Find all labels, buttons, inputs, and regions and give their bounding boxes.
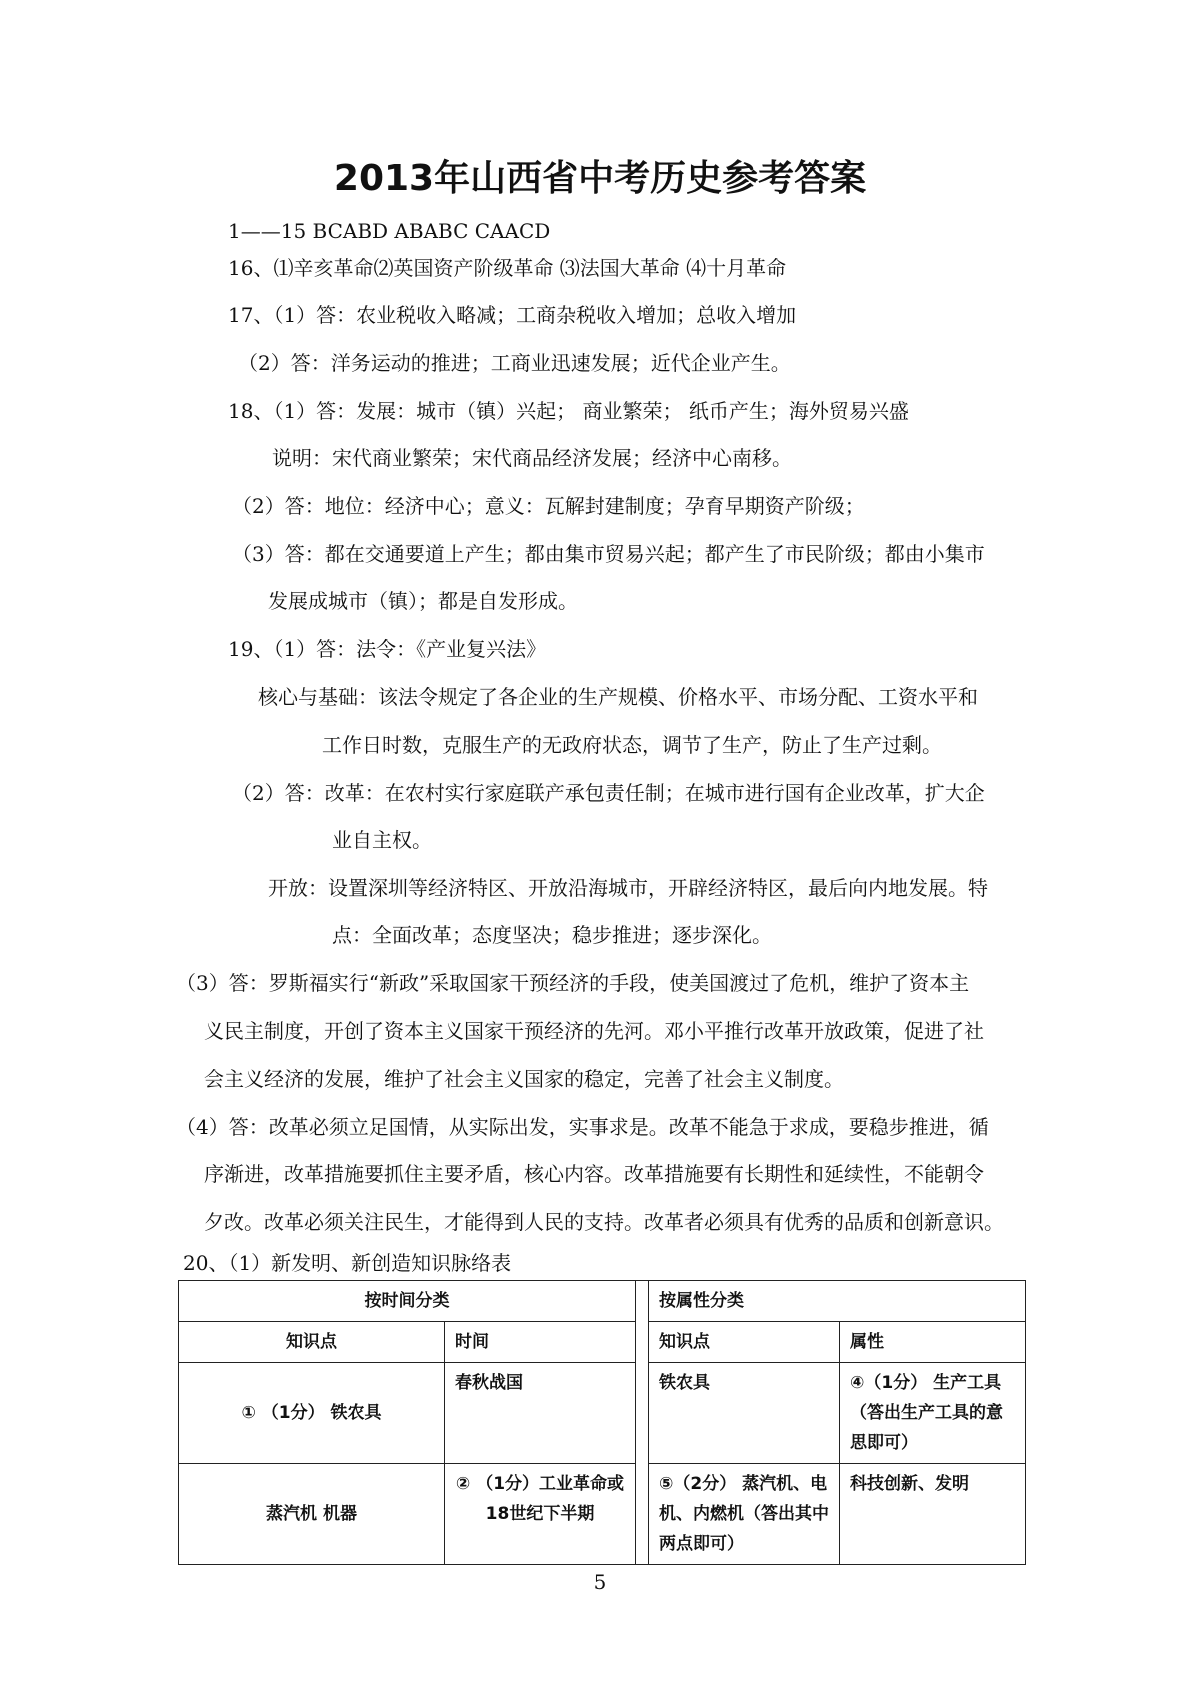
answer-19-3-cont2: 会主义经济的发展，维护了社会主义国家的稳定，完善了社会主义制度。 — [204, 1067, 844, 1091]
page-title: 2013年山西省中考历史参考答案 — [333, 158, 867, 199]
answer-18-3-cont: 发展成城市（镇）；都是自发形成。 — [268, 589, 578, 613]
answer-20-1: 20、（1）新发明、新创造知识脉络表 — [183, 1251, 512, 1275]
header-attribute: 属性 — [840, 1322, 1026, 1363]
header-knowledge-2: 知识点 — [649, 1322, 840, 1363]
answers-1-15: 1——15 BCABD ABABC CAACD — [228, 219, 551, 243]
knowledge-table — [178, 1280, 1026, 1565]
answer-16: 16、⑴辛亥革命⑵英国资产阶级革命 ⑶法国大革命 ⑷十月革命 — [228, 256, 787, 280]
group-attr-header: 按属性分类 — [649, 1281, 1026, 1322]
answer-19-4: （4）答：改革必须立足国情，从实际出发，实事求是。改革不能急于求成，要稳步推进，循 — [176, 1115, 989, 1139]
header-time: 时间 — [445, 1322, 636, 1363]
answer-19-3-cont1: 义民主制度，开创了资本主义国家干预经济的先河。邓小平推行改革开放政策，促进了社 — [204, 1019, 984, 1043]
answer-19-1: 19、（1）答：法令：《产业复兴法》 — [228, 637, 547, 661]
table-cell: ① （1分） 铁农具 — [179, 1363, 445, 1464]
group-time-header: 按时间分类 — [179, 1281, 636, 1322]
table-cell: 科技创新、发明 — [840, 1464, 1026, 1565]
table-row — [179, 1363, 1026, 1464]
table-cell: ⑤（2分） 蒸汽机、电机、内燃机（答出其中两点即可） — [649, 1464, 840, 1565]
answer-17-1: 17、（1）答：农业税收入略减；工商杂税收入增加；总收入增加 — [228, 303, 797, 327]
table-row — [179, 1464, 1026, 1565]
table-cell: 蒸汽机 机器 — [179, 1464, 445, 1565]
table-cell: ④（1分） 生产工具（答出生产工具的意思即可） — [840, 1363, 1026, 1464]
answer-19-1-core: 核心与基础：该法令规定了各企业的生产规模、价格水平、市场分配、工资水平和 — [258, 685, 978, 709]
page-number: 5 — [593, 1570, 607, 1594]
answer-18-1: 18、（1）答：发展：城市（镇）兴起； 商业繁荣； 纸币产生；海外贸易兴盛 — [228, 399, 909, 423]
answer-19-1-core-cont: 工作日时数，克服生产的无政府状态，调节了生产，防止了生产过剩。 — [322, 733, 942, 757]
answer-19-4-cont2: 夕改。改革必须关注民生，才能得到人民的支持。改革者必须具有优秀的品质和创新意识。 — [204, 1210, 1004, 1234]
table-cell: 铁农具 — [649, 1363, 840, 1464]
table-cell: ② （1分）工业革命或18世纪下半期 — [445, 1464, 636, 1565]
answer-19-2-open-cont: 点：全面改革；态度坚决；稳步推进；逐步深化。 — [332, 923, 772, 947]
answer-18-1-note: 说明：宋代商业繁荣；宋代商品经济发展；经济中心南移。 — [272, 446, 792, 470]
answer-19-2: （2）答：改革：在农村实行家庭联产承包责任制；在城市进行国有企业改革，扩大企 — [232, 781, 985, 805]
answer-19-2-open: 开放：设置深圳等经济特区、开放沿海城市，开辟经济特区，最后向内地发展。特 — [268, 876, 988, 900]
answer-18-2: （2）答：地位：经济中心；意义：瓦解封建制度；孕育早期资产阶级； — [232, 494, 865, 518]
answer-19-4-cont1: 序渐进，改革措施要抓住主要矛盾，核心内容。改革措施要有长期性和延续性，不能朝令 — [204, 1162, 984, 1186]
table-header-row — [179, 1322, 1026, 1363]
answer-19-2-cont: 业自主权。 — [332, 828, 432, 852]
answer-18-3: （3）答：都在交通要道上产生；都由集市贸易兴起；都产生了市民阶级；都由小集市 — [232, 542, 985, 566]
answer-17-2: （2）答：洋务运动的推进；工商业迅速发展；近代企业产生。 — [238, 351, 791, 375]
header-knowledge: 知识点 — [179, 1322, 445, 1363]
table-gap — [636, 1281, 649, 1565]
answer-19-3: （3）答：罗斯福实行“新政”采取国家干预经济的手段，使美国渡过了危机，维护了资本主 — [176, 971, 970, 995]
table-group-row — [179, 1281, 1026, 1322]
table-cell: 春秋战国 — [445, 1363, 636, 1464]
